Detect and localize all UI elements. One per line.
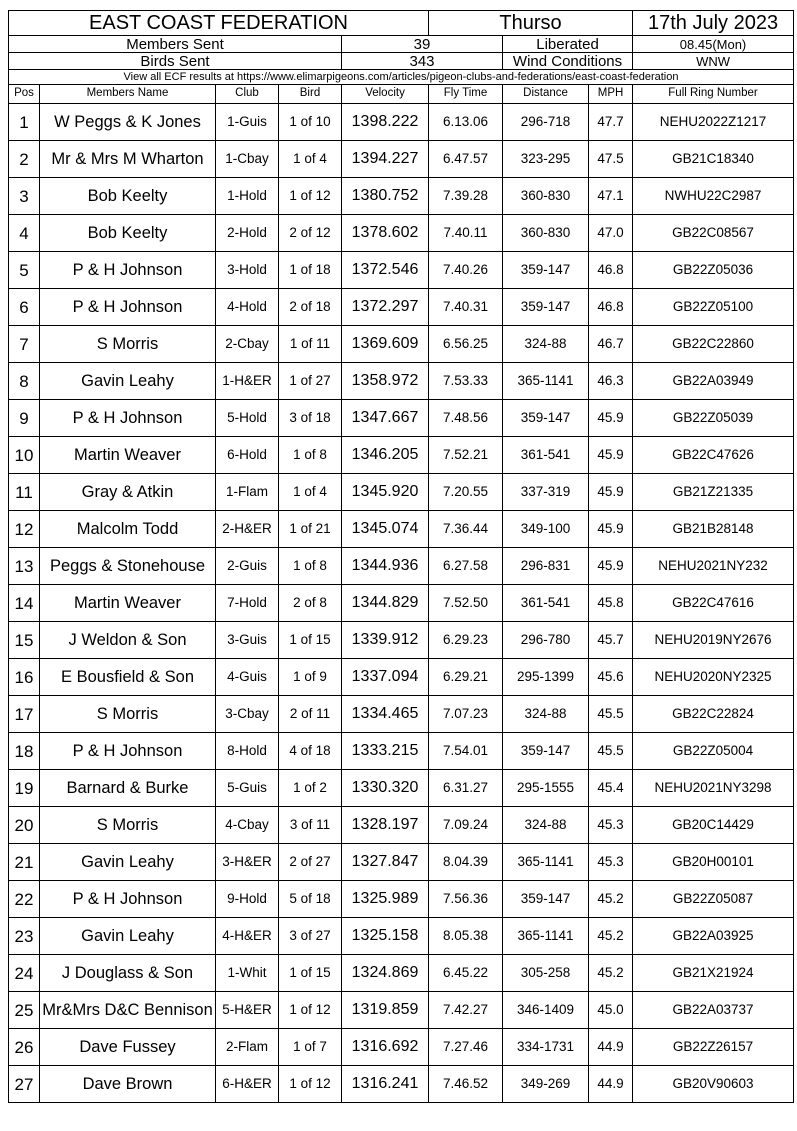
cell-member-name: Peggs & Stonehouse (40, 548, 216, 585)
cell-pos: 10 (9, 437, 40, 474)
cell-mph: 45.3 (589, 807, 633, 844)
cell-pos: 22 (9, 881, 40, 918)
cell-club: 4-Hold (216, 289, 279, 326)
col-header-distance: Distance (503, 85, 589, 104)
cell-club: 4-H&ER (216, 918, 279, 955)
liberated-label: Liberated (503, 36, 633, 53)
cell-bird: 3 of 18 (279, 400, 342, 437)
cell-member-name: S Morris (40, 807, 216, 844)
cell-bird: 4 of 18 (279, 733, 342, 770)
cell-velocity: 1345.074 (342, 511, 429, 548)
cell-fly-time: 6.27.58 (429, 548, 503, 585)
table-row (9, 992, 794, 1029)
cell-bird: 3 of 27 (279, 918, 342, 955)
cell-member-name: Malcolm Todd (40, 511, 216, 548)
cell-ring-number: GB21Z21335 (633, 474, 794, 511)
table-row (9, 326, 794, 363)
table-row (9, 511, 794, 548)
cell-mph: 45.6 (589, 659, 633, 696)
cell-member-name: Gavin Leahy (40, 363, 216, 400)
table-row (9, 141, 794, 178)
cell-distance: 324-88 (503, 326, 589, 363)
cell-distance: 360-830 (503, 178, 589, 215)
cell-velocity: 1333.215 (342, 733, 429, 770)
col-header-fly-time: Fly Time (429, 85, 503, 104)
table-row (9, 1066, 794, 1103)
cell-fly-time: 6.45.22 (429, 955, 503, 992)
cell-club: 2-Guis (216, 548, 279, 585)
cell-pos: 13 (9, 548, 40, 585)
cell-distance: 295-1399 (503, 659, 589, 696)
cell-member-name: Gavin Leahy (40, 844, 216, 881)
table-row (9, 252, 794, 289)
cell-mph: 44.9 (589, 1066, 633, 1103)
cell-bird: 5 of 18 (279, 881, 342, 918)
table-row (9, 1029, 794, 1066)
cell-pos: 27 (9, 1066, 40, 1103)
cell-member-name: Mr & Mrs M Wharton (40, 141, 216, 178)
cell-club: 2-Hold (216, 215, 279, 252)
cell-fly-time: 7.56.36 (429, 881, 503, 918)
cell-fly-time: 6.13.06 (429, 104, 503, 141)
cell-distance: 296-718 (503, 104, 589, 141)
cell-ring-number: GB20C14429 (633, 807, 794, 844)
cell-distance: 349-100 (503, 511, 589, 548)
cell-ring-number: GB22Z26157 (633, 1029, 794, 1066)
cell-ring-number: GB22Z05039 (633, 400, 794, 437)
cell-pos: 1 (9, 104, 40, 141)
cell-pos: 8 (9, 363, 40, 400)
table-row (9, 622, 794, 659)
cell-fly-time: 6.29.21 (429, 659, 503, 696)
cell-fly-time: 7.40.26 (429, 252, 503, 289)
cell-member-name: J Weldon & Son (40, 622, 216, 659)
cell-member-name: Mr&Mrs D&C Bennison (40, 992, 216, 1029)
cell-distance: 361-541 (503, 585, 589, 622)
cell-ring-number: NEHU2019NY2676 (633, 622, 794, 659)
cell-bird: 1 of 11 (279, 326, 342, 363)
cell-pos: 4 (9, 215, 40, 252)
cell-bird: 1 of 12 (279, 178, 342, 215)
cell-member-name: Bob Keelty (40, 215, 216, 252)
cell-club: 3-Hold (216, 252, 279, 289)
cell-pos: 5 (9, 252, 40, 289)
cell-bird: 2 of 8 (279, 585, 342, 622)
cell-velocity: 1316.692 (342, 1029, 429, 1066)
cell-velocity: 1369.609 (342, 326, 429, 363)
cell-member-name: Martin Weaver (40, 437, 216, 474)
cell-mph: 45.2 (589, 918, 633, 955)
cell-velocity: 1316.241 (342, 1066, 429, 1103)
cell-fly-time: 7.48.56 (429, 400, 503, 437)
cell-bird: 2 of 18 (279, 289, 342, 326)
cell-velocity: 1345.920 (342, 474, 429, 511)
cell-fly-time: 7.09.24 (429, 807, 503, 844)
cell-pos: 3 (9, 178, 40, 215)
cell-pos: 21 (9, 844, 40, 881)
cell-distance: 296-780 (503, 622, 589, 659)
cell-ring-number: GB22C22824 (633, 696, 794, 733)
cell-pos: 2 (9, 141, 40, 178)
column-header-row (9, 85, 794, 104)
cell-member-name: E Bousfield & Son (40, 659, 216, 696)
cell-ring-number: NWHU22C2987 (633, 178, 794, 215)
table-row (9, 659, 794, 696)
cell-bird: 1 of 12 (279, 1066, 342, 1103)
cell-mph: 47.7 (589, 104, 633, 141)
table-row (9, 548, 794, 585)
cell-member-name: Gray & Atkin (40, 474, 216, 511)
cell-distance: 359-147 (503, 400, 589, 437)
cell-mph: 45.4 (589, 770, 633, 807)
cell-velocity: 1394.227 (342, 141, 429, 178)
cell-club: 1-H&ER (216, 363, 279, 400)
cell-member-name: P & H Johnson (40, 289, 216, 326)
cell-velocity: 1330.320 (342, 770, 429, 807)
cell-bird: 2 of 27 (279, 844, 342, 881)
table-row (9, 585, 794, 622)
cell-member-name: Dave Brown (40, 1066, 216, 1103)
cell-bird: 1 of 15 (279, 622, 342, 659)
table-row (9, 844, 794, 881)
cell-mph: 45.9 (589, 548, 633, 585)
cell-distance: 324-88 (503, 807, 589, 844)
cell-pos: 26 (9, 1029, 40, 1066)
cell-bird: 1 of 12 (279, 992, 342, 1029)
cell-mph: 45.7 (589, 622, 633, 659)
cell-fly-time: 7.46.52 (429, 1066, 503, 1103)
cell-ring-number: GB22Z05004 (633, 733, 794, 770)
cell-velocity: 1325.989 (342, 881, 429, 918)
cell-ring-number: GB22A03925 (633, 918, 794, 955)
cell-velocity: 1378.602 (342, 215, 429, 252)
cell-distance: 360-830 (503, 215, 589, 252)
cell-velocity: 1344.936 (342, 548, 429, 585)
cell-pos: 18 (9, 733, 40, 770)
cell-ring-number: NEHU2021NY232 (633, 548, 794, 585)
cell-club: 2-H&ER (216, 511, 279, 548)
cell-club: 6-Hold (216, 437, 279, 474)
cell-mph: 45.9 (589, 400, 633, 437)
cell-ring-number: GB22Z05087 (633, 881, 794, 918)
cell-fly-time: 7.07.23 (429, 696, 503, 733)
cell-pos: 12 (9, 511, 40, 548)
cell-club: 3-Cbay (216, 696, 279, 733)
cell-mph: 46.3 (589, 363, 633, 400)
wind-conditions-value: WNW (633, 53, 794, 70)
cell-member-name: P & H Johnson (40, 881, 216, 918)
cell-distance: 359-147 (503, 289, 589, 326)
cell-bird: 1 of 10 (279, 104, 342, 141)
liberated-time: 08.45(Mon) (633, 36, 794, 53)
cell-member-name: W Peggs & K Jones (40, 104, 216, 141)
cell-ring-number: GB21B28148 (633, 511, 794, 548)
cell-distance: 365-1141 (503, 918, 589, 955)
cell-member-name: S Morris (40, 326, 216, 363)
cell-club: 2-Cbay (216, 326, 279, 363)
cell-ring-number: GB22A03949 (633, 363, 794, 400)
cell-club: 8-Hold (216, 733, 279, 770)
table-row (9, 955, 794, 992)
cell-mph: 45.9 (589, 474, 633, 511)
cell-club: 5-Guis (216, 770, 279, 807)
cell-fly-time: 7.52.21 (429, 437, 503, 474)
cell-mph: 45.8 (589, 585, 633, 622)
cell-mph: 45.2 (589, 881, 633, 918)
cell-fly-time: 7.42.27 (429, 992, 503, 1029)
cell-ring-number: GB22A03737 (633, 992, 794, 1029)
cell-bird: 1 of 2 (279, 770, 342, 807)
cell-member-name: J Douglass & Son (40, 955, 216, 992)
cell-fly-time: 6.29.23 (429, 622, 503, 659)
cell-member-name: P & H Johnson (40, 400, 216, 437)
cell-bird: 1 of 7 (279, 1029, 342, 1066)
col-header-ring-number: Full Ring Number (633, 85, 794, 104)
cell-ring-number: GB22C47616 (633, 585, 794, 622)
cell-distance: 365-1141 (503, 844, 589, 881)
cell-velocity: 1347.667 (342, 400, 429, 437)
cell-fly-time: 7.39.28 (429, 178, 503, 215)
cell-member-name: Martin Weaver (40, 585, 216, 622)
cell-pos: 20 (9, 807, 40, 844)
cell-distance: 359-147 (503, 733, 589, 770)
cell-pos: 9 (9, 400, 40, 437)
cell-ring-number: NEHU2022Z1217 (633, 104, 794, 141)
cell-mph: 45.9 (589, 437, 633, 474)
cell-distance: 359-147 (503, 881, 589, 918)
results-table (8, 10, 794, 1103)
cell-velocity: 1328.197 (342, 807, 429, 844)
cell-fly-time: 8.05.38 (429, 918, 503, 955)
cell-club: 1-Flam (216, 474, 279, 511)
table-row (9, 474, 794, 511)
cell-pos: 23 (9, 918, 40, 955)
cell-distance: 295-1555 (503, 770, 589, 807)
cell-mph: 44.9 (589, 1029, 633, 1066)
cell-club: 4-Cbay (216, 807, 279, 844)
cell-club: 1-Hold (216, 178, 279, 215)
members-sent-label: Members Sent (9, 36, 342, 53)
cell-velocity: 1337.094 (342, 659, 429, 696)
cell-bird: 1 of 9 (279, 659, 342, 696)
cell-mph: 45.5 (589, 696, 633, 733)
cell-bird: 1 of 4 (279, 141, 342, 178)
cell-fly-time: 7.40.11 (429, 215, 503, 252)
cell-pos: 16 (9, 659, 40, 696)
cell-fly-time: 7.36.44 (429, 511, 503, 548)
cell-ring-number: GB22C47626 (633, 437, 794, 474)
cell-pos: 15 (9, 622, 40, 659)
col-header-club: Club (216, 85, 279, 104)
table-row (9, 918, 794, 955)
cell-velocity: 1380.752 (342, 178, 429, 215)
cell-pos: 11 (9, 474, 40, 511)
cell-ring-number: GB21X21924 (633, 955, 794, 992)
cell-pos: 17 (9, 696, 40, 733)
cell-velocity: 1344.829 (342, 585, 429, 622)
cell-fly-time: 7.53.33 (429, 363, 503, 400)
cell-member-name: P & H Johnson (40, 733, 216, 770)
cell-club: 2-Flam (216, 1029, 279, 1066)
cell-ring-number: GB22C22860 (633, 326, 794, 363)
table-row (9, 437, 794, 474)
cell-pos: 24 (9, 955, 40, 992)
cell-velocity: 1358.972 (342, 363, 429, 400)
cell-member-name: Bob Keelty (40, 178, 216, 215)
cell-ring-number: GB20V90603 (633, 1066, 794, 1103)
cell-club: 4-Guis (216, 659, 279, 696)
cell-member-name: Barnard & Burke (40, 770, 216, 807)
cell-fly-time: 7.20.55 (429, 474, 503, 511)
cell-fly-time: 8.04.39 (429, 844, 503, 881)
cell-ring-number: GB20H00101 (633, 844, 794, 881)
cell-mph: 46.7 (589, 326, 633, 363)
cell-distance: 349-269 (503, 1066, 589, 1103)
cell-club: 1-Whit (216, 955, 279, 992)
cell-distance: 365-1141 (503, 363, 589, 400)
cell-club: 3-Guis (216, 622, 279, 659)
cell-distance: 323-295 (503, 141, 589, 178)
cell-distance: 359-147 (503, 252, 589, 289)
cell-fly-time: 6.47.57 (429, 141, 503, 178)
cell-mph: 47.1 (589, 178, 633, 215)
race-date: 17th July 2023 (633, 11, 794, 36)
cell-ring-number: GB22Z05100 (633, 289, 794, 326)
cell-member-name: Dave Fussey (40, 1029, 216, 1066)
col-header-mph: MPH (589, 85, 633, 104)
table-row (9, 696, 794, 733)
cell-velocity: 1325.158 (342, 918, 429, 955)
cell-velocity: 1319.859 (342, 992, 429, 1029)
cell-pos: 19 (9, 770, 40, 807)
cell-distance: 361-541 (503, 437, 589, 474)
col-header-pos: Pos (9, 85, 40, 104)
cell-pos: 25 (9, 992, 40, 1029)
cell-velocity: 1372.297 (342, 289, 429, 326)
col-header-velocity: Velocity (342, 85, 429, 104)
cell-ring-number: GB22Z05036 (633, 252, 794, 289)
cell-velocity: 1398.222 (342, 104, 429, 141)
cell-mph: 47.0 (589, 215, 633, 252)
cell-velocity: 1334.465 (342, 696, 429, 733)
cell-distance: 296-831 (503, 548, 589, 585)
cell-pos: 14 (9, 585, 40, 622)
cell-mph: 45.3 (589, 844, 633, 881)
cell-mph: 46.8 (589, 252, 633, 289)
cell-mph: 45.0 (589, 992, 633, 1029)
cell-velocity: 1327.847 (342, 844, 429, 881)
cell-bird: 2 of 11 (279, 696, 342, 733)
table-row (9, 807, 794, 844)
cell-pos: 6 (9, 289, 40, 326)
cell-mph: 45.9 (589, 511, 633, 548)
cell-mph: 45.5 (589, 733, 633, 770)
birds-sent-label: Birds Sent (9, 53, 342, 70)
cell-club: 1-Guis (216, 104, 279, 141)
cell-velocity: 1324.869 (342, 955, 429, 992)
cell-fly-time: 7.27.46 (429, 1029, 503, 1066)
cell-bird: 1 of 27 (279, 363, 342, 400)
results-sheet (8, 10, 793, 1103)
cell-distance: 324-88 (503, 696, 589, 733)
cell-bird: 1 of 21 (279, 511, 342, 548)
cell-velocity: 1372.546 (342, 252, 429, 289)
cell-bird: 1 of 18 (279, 252, 342, 289)
cell-fly-time: 6.31.27 (429, 770, 503, 807)
cell-ring-number: GB22C08567 (633, 215, 794, 252)
race-point: Thurso (429, 11, 633, 36)
birds-sent-value: 343 (342, 53, 503, 70)
members-sent-value: 39 (342, 36, 503, 53)
cell-bird: 1 of 8 (279, 548, 342, 585)
cell-distance: 337-319 (503, 474, 589, 511)
cell-club: 7-Hold (216, 585, 279, 622)
cell-club: 5-Hold (216, 400, 279, 437)
cell-bird: 2 of 12 (279, 215, 342, 252)
cell-member-name: P & H Johnson (40, 252, 216, 289)
cell-club: 1-Cbay (216, 141, 279, 178)
cell-mph: 46.8 (589, 289, 633, 326)
federation-title: EAST COAST FEDERATION (9, 11, 429, 36)
cell-ring-number: NEHU2021NY3298 (633, 770, 794, 807)
cell-club: 5-H&ER (216, 992, 279, 1029)
col-header-bird: Bird (279, 85, 342, 104)
table-row (9, 289, 794, 326)
cell-member-name: S Morris (40, 696, 216, 733)
table-row (9, 178, 794, 215)
cell-distance: 305-258 (503, 955, 589, 992)
table-row (9, 104, 794, 141)
cell-velocity: 1339.912 (342, 622, 429, 659)
cell-club: 3-H&ER (216, 844, 279, 881)
cell-bird: 3 of 11 (279, 807, 342, 844)
table-row (9, 400, 794, 437)
cell-club: 6-H&ER (216, 1066, 279, 1103)
wind-conditions-label: Wind Conditions (503, 53, 633, 70)
table-row (9, 770, 794, 807)
cell-distance: 334-1731 (503, 1029, 589, 1066)
cell-pos: 7 (9, 326, 40, 363)
cell-fly-time: 7.40.31 (429, 289, 503, 326)
cell-fly-time: 7.54.01 (429, 733, 503, 770)
cell-bird: 1 of 4 (279, 474, 342, 511)
cell-ring-number: GB21C18340 (633, 141, 794, 178)
cell-distance: 346-1409 (503, 992, 589, 1029)
table-row (9, 363, 794, 400)
table-row (9, 215, 794, 252)
cell-fly-time: 7.52.50 (429, 585, 503, 622)
col-header-members-name: Members Name (40, 85, 216, 104)
cell-member-name: Gavin Leahy (40, 918, 216, 955)
cell-club: 9-Hold (216, 881, 279, 918)
cell-bird: 1 of 8 (279, 437, 342, 474)
cell-bird: 1 of 15 (279, 955, 342, 992)
cell-velocity: 1346.205 (342, 437, 429, 474)
cell-mph: 45.2 (589, 955, 633, 992)
table-row (9, 733, 794, 770)
cell-fly-time: 6.56.25 (429, 326, 503, 363)
results-link[interactable]: View all ECF results at https://www.elimarpigeons.com/articles/pigeon-clubs-and-federations/east-coast-federation (9, 70, 794, 85)
cell-ring-number: NEHU2020NY2325 (633, 659, 794, 696)
table-row (9, 881, 794, 918)
cell-mph: 47.5 (589, 141, 633, 178)
